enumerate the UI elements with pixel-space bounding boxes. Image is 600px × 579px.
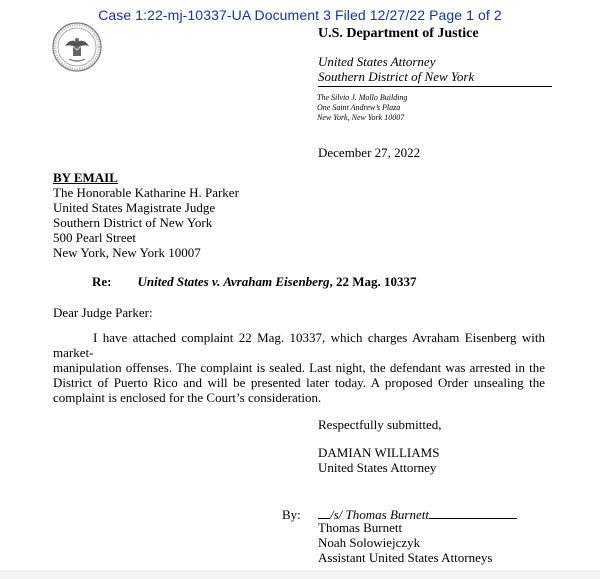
re-line: [92, 274, 417, 290]
letterhead-divider: [318, 86, 552, 87]
attorney-names: [318, 520, 492, 565]
re-label: Re:: [92, 274, 112, 289]
signature-underline-left: [318, 506, 330, 519]
signer-title: United States Attorney: [318, 460, 437, 475]
body-line-1: I have attached complaint 22 Mag. 10337, which charges Avraham Eisenberg with market-: [53, 330, 545, 360]
address-line-1: The Silvio J. Mollo Building: [317, 93, 408, 102]
office-address: [317, 93, 407, 123]
page-bottom-edge: [0, 570, 600, 579]
office-line-2: Southern District of New York: [318, 69, 475, 84]
ecf-filing-stamp: Case 1:22-mj-10337-UA Document 3 Filed 12/27/22 Page 1 of 2: [98, 7, 502, 23]
office-line-1: United States Attorney: [318, 54, 436, 69]
body-line-4: complaint is enclosed for the Court’s consideration.: [53, 390, 322, 405]
letter-date: December 27, 2022: [318, 145, 421, 160]
attorney-name-2: Noah Solowiejczyk: [318, 535, 421, 550]
attorney-name-1: Thomas Burnett: [318, 520, 403, 535]
body-line-2: manipulation offenses. The complaint is sealed. Last night, the defendant was arrested in the: [53, 360, 545, 375]
delivery-method: BY EMAIL: [53, 170, 118, 185]
re-case-name: United States v. Avraham Eisenberg: [137, 274, 330, 289]
recipient-line-4: 500 Pearl Street: [53, 230, 137, 245]
department-name: U.S. Department of Justice: [318, 26, 479, 41]
doj-seal-icon: [52, 22, 102, 72]
signer-block: [318, 445, 439, 475]
electronic-signature: /s/ Thomas Burnett: [330, 507, 429, 522]
recipient-block: [53, 170, 239, 260]
address-line-3: New York, New York 10007: [317, 113, 405, 122]
body-paragraph: [53, 330, 545, 405]
body-line-3: District of Puerto Rico and will be presented later today. A proposed Order unsealing the: [53, 375, 545, 390]
recipient-line-5: New York, New York 10007: [53, 245, 201, 260]
recipient-line-1: The Honorable Katharine H. Parker: [53, 185, 239, 200]
recipient-line-3: Southern District of New York: [53, 215, 213, 230]
signature-underline-right: [429, 506, 517, 519]
by-label: By:: [282, 507, 301, 522]
closing: Respectfully submitted,: [318, 417, 442, 432]
salutation: Dear Judge Parker:: [53, 305, 153, 320]
signer-name: DAMIAN WILLIAMS: [318, 445, 440, 460]
address-line-2: One Saint Andrew’s Plaza: [317, 103, 401, 112]
recipient-line-2: United States Magistrate Judge: [53, 200, 216, 215]
office-name: [318, 54, 474, 84]
attorney-title: Assistant United States Attorneys: [318, 550, 493, 565]
re-case-number: , 22 Mag. 10337: [329, 274, 417, 289]
